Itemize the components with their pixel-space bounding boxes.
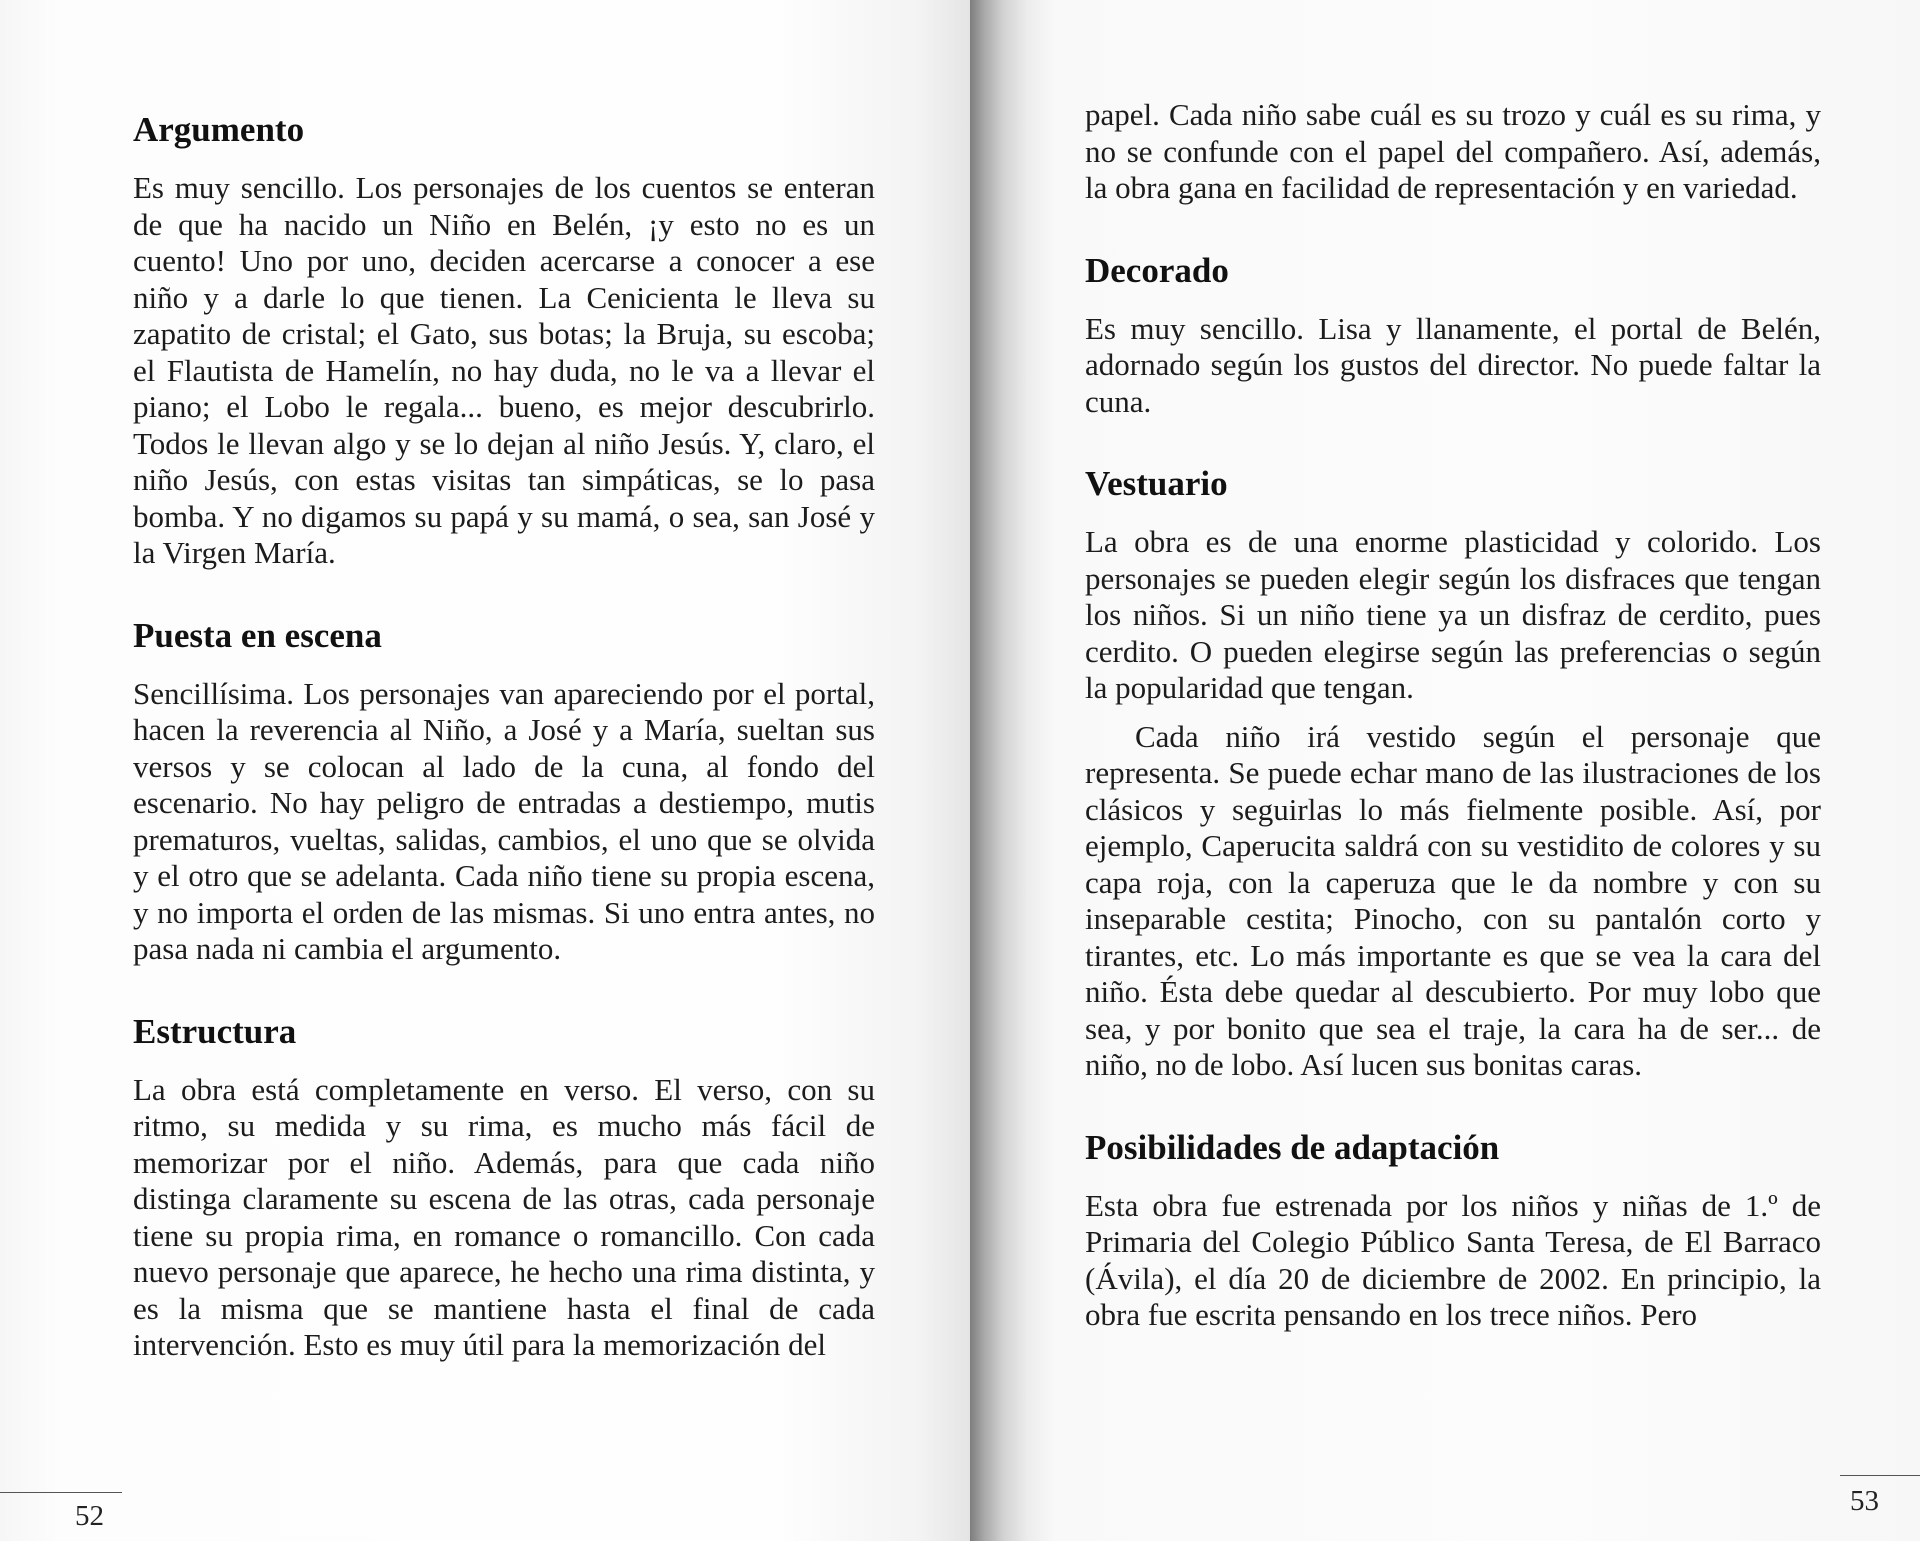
folio-rule-left [0,1492,122,1493]
paragraph-argumento: Es muy sencillo. Los personajes de los cuentos se enteran de que ha nacido un Niño en Belén, ¡y esto no es un cuento! Uno por uno, deciden acercarse a conocer a ese niño y a darle lo que tienen. La Cenicienta le lleva su zapatito de cristal; el Gato, sus botas; la Bruja, su escoba; el Flautista de Hamelín, no hay duda, no le va a llevar el piano; el Lobo le regala... bueno, es mejor descubrirlo. Todos le llevan algo y se lo dejan al niño Jesús. Y, claro, el niño Jesús, con estas visitas tan simpáticas, se lo pasa bomba. Y no digamos su papá y su mamá, o sea, san José y la Virgen María. [133,170,875,570]
section-title-decorado: Decorado [1085,250,1229,290]
section-title-puesta-en-escena: Puesta en escena [133,615,382,655]
paragraph-puesta-en-escena: Sencillísima. Los personajes van apareciendo por el portal, hacen la reverencia al Niño, a José y a María, sueltan sus versos y se colocan al lado de la cuna, al fondo del escenario. No hay peligro de entradas a destiempo, mutis prematuros, vueltas, salidas, cambios, el uno que se olvida y el otro que se adelanta. Cada niño tiene su propia escena, y no importa el orden de las mismas. Si uno entra antes, no pasa nada ni cambia el argumento. [133,675,875,966]
section-title-vestuario: Vestuario [1085,464,1228,503]
paragraph-estructura: La obra está completamente en verso. El verso, con su ritmo, su medida y su rima, es mucho más fácil de memorizar por el niño. Además, para que cada niño distinga claramente su escena de las otras, cada personaje tiene su propia rima, en romance o romancillo. Con cada nuevo personaje que aparece, he hecho una rima distinta, y es la misma que se mantiene hasta el final de cada intervención. Esto es muy útil para la memorización del [133,1071,875,1362]
page-number-left: 52 [75,1500,104,1532]
page-number-right: 53 [1850,1485,1879,1517]
right-page-text-column [1085,97,1821,1334]
section-title-argumento: Argumento [133,110,305,149]
paragraph-decorado: Es muy sencillo. Lisa y llanamente, el portal de Belén, adornado según los gustos del director. No puede faltar la cuna. [1085,310,1821,419]
paragraph-posibilidades: Esta obra fue estrenada por los niños y niñas de 1.º de Primaria del Colegio Público Santa Teresa, de El Barraco (Ávila), el día 20 de diciembre de 2002. En principio, la obra fue escrita pensando en los trece niños. Pero [1085,1187,1821,1332]
paragraph-vestuario-1: La obra es de una enorme plasticidad y colorido. Los personajes se pueden elegir según los disfraces que tengan los niños. Si un niño tiene ya un disfraz de cerdito, pues cerdito. O pueden elegirse según las preferencias o según la popularidad que tengan. [1085,524,1821,705]
left-page-text-column [133,110,875,1364]
right-page [970,0,1920,1541]
paragraph-vestuario-2: Cada niño irá vestido según el personaje que representa. Se puede echar mano de las ilustraciones de los clásicos y seguirlas lo más fielmente posible. Así, por ejemplo, Caperucita saldrá con su vestidito de colores y su capa roja, con la caperuza que le da nombre y con su inseparable cestita; Pinocho, con su pantalón corto y tirantes, etc. Lo más importante es que se vea la cara del niño. Ésta debe quedar al descubierto. Por muy lobo que sea, y por bonito que sea el traje, la cara ha de ser... de niño, no de lobo. Así lucen sus bonitas caras. [1085,718,1821,1082]
section-title-estructura: Estructura [133,1011,297,1051]
paragraph-continuation: papel. Cada niño sabe cuál es su trozo y cuál es su rima, y no se confunde con el papel del compañero. Así, además, la obra gana en facilidad de representación y en variedad. [1085,97,1821,205]
folio-rule-right [1840,1475,1920,1476]
section-title-posibilidades-de-adaptacion: Posibilidades de adaptación [1085,1127,1500,1167]
